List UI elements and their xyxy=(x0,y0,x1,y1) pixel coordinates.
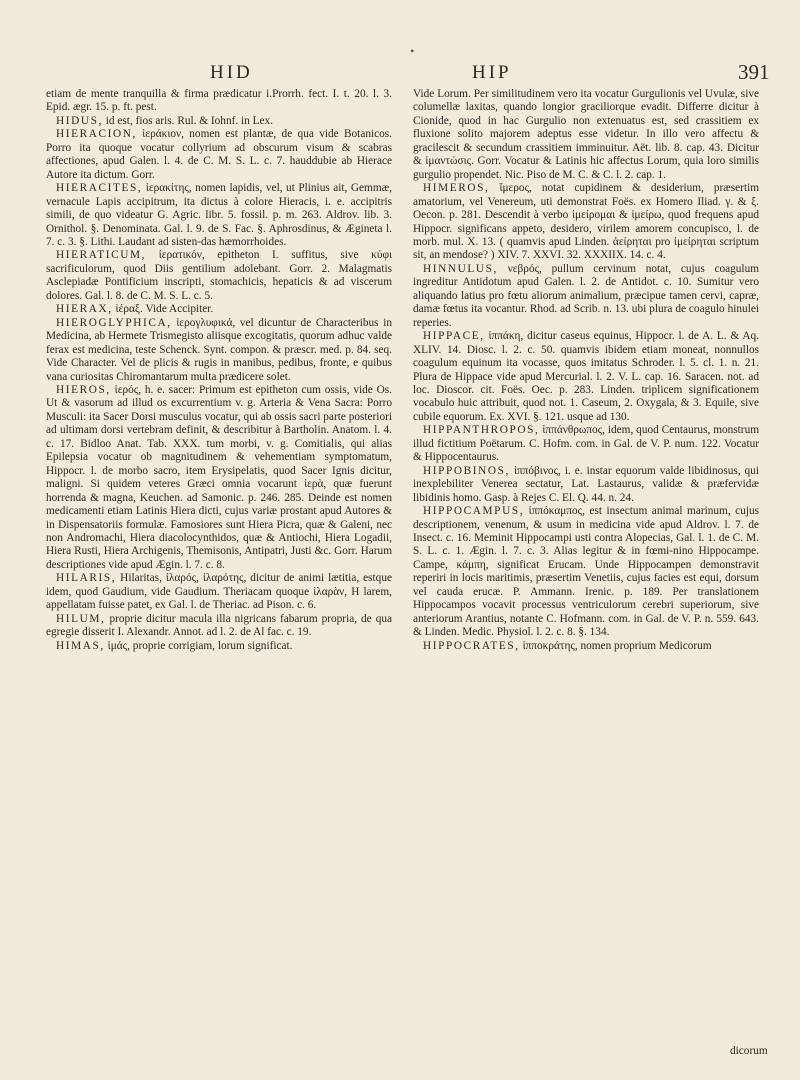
entry-text: ἱεράκιον, nomen est plantæ, de qua vide Botanicos. Porro ita quoque vocatur collyrium ad obscurum visum & scabras affectiones, apud Galen. l. 4. de C. M. S. L. c. 7. hauddubie ab Hierace Autore ita dictum. Gorr. xyxy=(46,128,392,181)
catchword: dicorum xyxy=(730,1045,768,1057)
entry-headword: HIEROGLYPHICA, xyxy=(56,316,172,329)
entry-text: ἱππόβινος, i. e. instar equorum valde libidinosus, qui inexplebiliter Venerea sectatur, Lat. Lastaurus, validæ & præfervidæ libidinis homo. Gasp. à Rejes C. El. Q. 44. n. 24. xyxy=(413,464,759,504)
entry-text: ἱπποκράτης, nomen proprium Medicorum xyxy=(522,639,712,652)
dictionary-entry xyxy=(413,640,759,653)
entry-text: ἱέραξ. Vide Accipiter. xyxy=(115,303,214,316)
dictionary-entry xyxy=(413,88,759,182)
entry-text: etiam de mente tranquilla & firma prædicatur i.Prorrh. fect. I. t. 20. l. 3. Epid. ægr. 15. p. ft. pest. xyxy=(46,88,392,114)
dictionary-entry xyxy=(46,572,392,612)
entry-text: ἱμάς, proprie corrigiam, lorum significat. xyxy=(107,639,293,652)
entry-headword: HIERACITES, xyxy=(56,182,143,195)
right-column xyxy=(413,88,759,653)
entry-headword: HIPPACE, xyxy=(423,330,485,343)
entry-headword: HIERACION, xyxy=(56,128,137,141)
dictionary-entry xyxy=(413,182,759,263)
dictionary-entry xyxy=(46,115,392,128)
entry-text: Hilaritas, ἱλαρός, ἱλαρότης, dicitur de animi lætitia, estque idem, quod Gaudium, vide Gaudium. Theriacam quoque ἱλαρὰν, H larem, appellatam fuisse patet, ex Gal. l. de Theriac. ad Pison. c. 6. xyxy=(46,572,392,612)
running-header xyxy=(0,44,800,84)
entry-headword: HIDUS, xyxy=(56,114,103,127)
dictionary-entry xyxy=(46,640,392,653)
entry-text: Vide Lorum. Per similitudinem vero ita vocatur Gurgulionis vel Uvulæ, sive columellæ laxitas, quando longior graciliorque evadit. Differre dicitur à Cionide, quod in hac Gurgulio non extenuatus est, sed crassitiem ex fluxione solito majorem adeptus esse videtur. In illo vero affectu & gracilescit & secundum crassitiem imminuitur. Aët. lib. 8. cap. 43. Dicitur & ἱμαντώσις. Gorr. Vocatur & Latinis hic affectus Lorum, quia loro similis gurgulio propendet. Nic. Piso de M. C. & C. l. 2. cap. 1. xyxy=(413,88,759,181)
entry-headword: HIPPANTHROPOS, xyxy=(423,424,540,437)
entry-text: ἱερογλυφικά, vel dicuntur de Characteribus in Medicina, ab Hermete Trismegisto aliisque excogitatis, quorum adhuc valde ferax est medicina, teste Schenck. Synt. compon. & præscr. med. p. 84. seq. Vide Character. Vel de plicis & rugis in manibus, pedibus, fronte, e quibus vana curiositas Chiromantarum multa prædicere solet. xyxy=(46,316,393,383)
entry-headword: HIPPOCAMPUS, xyxy=(423,505,525,518)
entry-text: ἱερός, h. e. sacer: Primum est epitheton cum ossis, vide Os. Ut & vasorum ad illud os excurrentium v. g. Arteria & Vena Sacra: Porro Musculi: ita Sacer Dorsi musculus vocatur, qui ab ossis sacri parte posteriori ad ultimam dorsi vertebram definit, & describitur à Bartholin. Anatom. l. 4. c. 17. Bidloo Anat. Tab. XXX. tum morbi, v. g. Comitialis, qui alias Epilepsia vocatur ob magnitudinem & vehementiam symptomatum, Hippocr. l. de morbo sacro, item Erysipelatis, quod Sacer Ignis dicitur, maligni. Si quidem veteres Græci omnia vocarunt ἱερὰ, quæ fuerunt horrenda & magna, Keuchen. ad Samonic. p. 246. 285. Deinde est nomen medicamenti etiam Latinis Hiera dicti, cujus variæ prostant apud Autores & in Dispensatoriis formulæ. Famosiores sunt Hiera Picra, quæ & Galeni, nec non Andromachi, Hiera diacolocynthidos, quæ & Antiochi, Hiera Logadii, Hiera Rusti, Hiera Archigenis, Themisonis, Antipatri, Justi &c. Gorr. Harum descriptiones vide apud Ægin. l. 7. c. 8. xyxy=(46,383,392,571)
entry-text: ἱππάκη, dicitur caseus equinus, Hippocr. l. de A. L. & Aq. XLIV. 14. Diosc. l. 2. c. 50. quamvis ibidem etiam moneat, nonnullos coagulum equinum ita vocasse, quos imitatus Schroder. l. 5. cl. 1. n. 21. Plura de Hippace vide apud Mercurial. l. 2. V. L. cap. 16. Saracen. not. ad loc. Dioscor. cit. Foës. Oec. p. 283. Linden. triplicem significationem vocabulo huic attribuit, quod not. 1. Caseum, 2. Oxygala, & 3. Equile, sive cubile equorum. Ex. XVI. §. 121. usque ad 130. xyxy=(413,330,759,423)
entry-headword: HIPPOCRATES, xyxy=(423,639,520,652)
entry-headword: HINNULUS, xyxy=(423,262,498,275)
header-left-word: HID xyxy=(210,62,253,83)
entry-text: ἵμερος, notat cupidinem & desiderium, præsertim amatorium, vel Venereum, uti demonstrat Foës. ex Homero Iliad. γ. & ξ. Oecon. p. 281. Descendit à verbo ἱμείρομαι & ἱμείρω, quod frequens apud Hippocr. significans appeto, desidero, virilem amorem concupisco, l. de morb. mul. X. 13. ( quamvis apud Linden. ἀείρηται pro ἱμείρηται scriptum sit, an mendose? ) XIV. 7. XXVI. 32. XXXIIX. 14. c. 4. xyxy=(413,182,760,262)
entry-headword: HIPPOBINOS, xyxy=(423,464,510,477)
entry-text: proprie dicitur macula illa nigricans fabarum propria, de qua egregie disserit I. Alexandr. Annot. ad l. 2. de Al fac. c. 19. xyxy=(46,612,393,639)
entry-headword: HILUM, xyxy=(56,612,106,625)
left-column xyxy=(46,88,392,653)
entry-text: ἱερακίτης, nomen lapidis, vel, ut Plinius ait, Gemmæ, vernacule Lapis accipitrum, ita dictus à colore Hieracis, i. e. accipitris simili, de quo videatur G. Agric. libr. 5. fossil. p. m. 263. Aldrov. lib. 3. Ornithol. §. Denominata. Gal. l. 9. de S. Fac. §. Aphrosdinus, & Ægineta l. 7. c. 3. §. Lithi. Laudant ad sisten-das hæmorrhoides. xyxy=(46,182,392,248)
dictionary-entry xyxy=(46,249,392,303)
entry-headword: HIMAS, xyxy=(56,639,105,652)
dictionary-entry xyxy=(413,263,759,330)
dictionary-entry xyxy=(46,303,392,316)
entry-headword: HIERAX, xyxy=(56,303,113,316)
dictionary-entry xyxy=(46,384,392,572)
dictionary-entry xyxy=(413,505,759,640)
entry-headword: HILARIS, xyxy=(56,572,117,585)
ornament-mark: • xyxy=(410,44,415,58)
entry-headword: HIMEROS, xyxy=(423,182,490,195)
entry-headword: HIERATICUM, xyxy=(56,249,147,262)
entry-headword: HIEROS, xyxy=(56,383,111,396)
dictionary-entry xyxy=(413,424,759,464)
dictionary-entry xyxy=(46,88,392,115)
dictionary-entry xyxy=(46,613,392,640)
header-right-word: HIP xyxy=(472,62,512,83)
dictionary-entry xyxy=(46,128,392,182)
dictionary-entry xyxy=(46,317,392,384)
entry-text: ἱππόκαμπος, est insectum animal marinum, cujus descriptionem, venenum, & usum in medicina vide apud Aldrov. l. 7. de Insect. c. 16. Meminit Hippocampi usti contra Alopecias, Gal. l. 1. de C. M. S. L. c. 1. Ægin. l. 7. c. 3. Alias legitur & in fœmi-nino Hippocampe. Campe, κάμπη, significat Erucam. Unde Hippocampen demonstravit reperiri in locis maritimis, præsertim Venetiis, cujus facies est equi, dorsum vel cauda erucæ. P. Ammann. Irenic. p. 189. Per translationem Hippocampos vocavit processus ventriculorum cerebri superiorum, sive anteriorum Arantius, notante C. Hofmann. com. in Gal. de V. P. n. 559. 643. & Linden. Medic. Physiol. l. 2. c. 8. §. 134. xyxy=(413,505,760,639)
dictionary-entry xyxy=(413,330,759,424)
entry-text: ἱππάνθρωπος, idem, quod Centaurus, monstrum illud fictitium Poëtarum. C. Hofm. com. in Gal. de V. P. num. 122. Vocatur & Hippocentaurus. xyxy=(413,424,760,464)
entry-text: id est, fios aris. Rul. & Iohnf. in Lex. xyxy=(105,114,274,127)
entry-text: ἱερατικόν, epitheton I. suffitus, sive κύφι sacrificulorum, quod Diis gentilium adolebant. Gorr. 2. Malagmatis Asclepiadæ Pontificium inscripti, stomachicis, hepaticis & ad viscerum dolores. Gal. l. 8. de C. M. S. L. c. 5. xyxy=(46,249,392,302)
entry-text: νεβρός, pullum cervinum notat, cujus coagulum ingreditur Antidotum apud Galen. l. 2. de Antidot. c. 10. Sumitur vero aliquando latius pro fœtu aliorum animalium, præcipue tamen cervi, capræ, damæ fœtus ita vocantur. Rhod. ad Scrib. n. 13. ubi plura de coagulo hinulei reperies. xyxy=(413,262,760,329)
dictionary-entry xyxy=(46,182,392,249)
page-number: 391 xyxy=(738,60,770,84)
dictionary-entry xyxy=(413,465,759,505)
